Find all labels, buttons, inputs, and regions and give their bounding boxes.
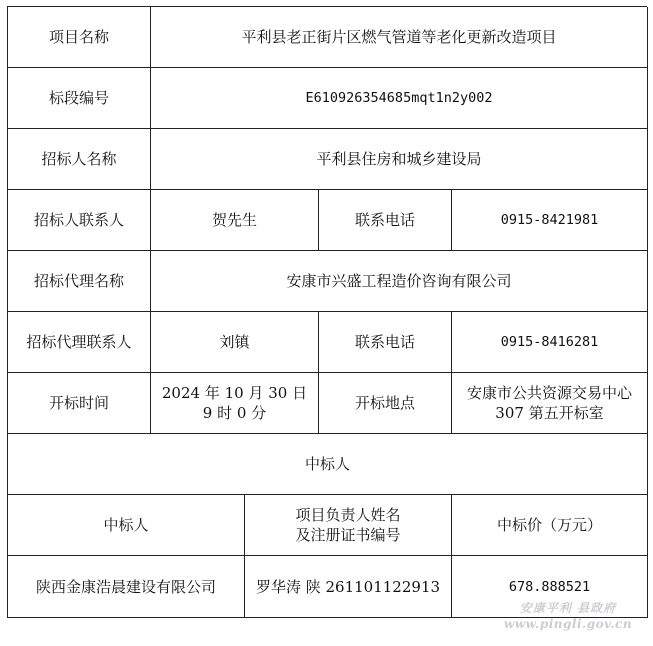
project-name-label: 项目名称 — [8, 7, 151, 68]
agency-label: 招标代理名称 — [8, 251, 151, 312]
opening-time-label: 开标时间 — [8, 373, 151, 434]
agency-contact-name: 刘镇 — [151, 312, 319, 373]
agency-contact-label: 招标代理联系人 — [8, 312, 151, 373]
site-watermark — [484, 600, 652, 636]
tender-info-table — [7, 6, 647, 618]
tenderer-contact-label: 招标人联系人 — [8, 190, 151, 251]
agency-phone-value: 0915-8416281 — [452, 312, 648, 373]
agency-value: 安康市兴盛工程造价咨询有限公司 — [151, 251, 648, 312]
agency-phone-label: 联系电话 — [319, 312, 452, 373]
price-value: 678.888521 — [452, 556, 648, 618]
manager-header-line2: 及注册证书编号 — [295, 526, 401, 544]
manager-header — [245, 495, 452, 556]
manager-header-line1: 项目负责人姓名 — [295, 506, 401, 524]
tenderer-phone-label: 联系电话 — [319, 190, 452, 251]
tenderer-label: 招标人名称 — [8, 129, 151, 190]
tenderer-value: 平利县住房和城乡建设局 — [151, 129, 648, 190]
opening-place-label: 开标地点 — [319, 373, 452, 434]
watermark-title: 安康平利 县政府 — [519, 601, 617, 615]
opening-place-line1: 安康市公共资源交易中心 — [466, 384, 632, 402]
manager-value: 罗华涛 陕 261101122913 — [245, 556, 452, 618]
winner-section-title: 中标人 — [8, 434, 648, 495]
opening-time-date: 2024 年 10 月 30 日 — [161, 384, 308, 402]
tenderer-contact-name: 贺先生 — [151, 190, 319, 251]
opening-place-line2: 307 第五开标室 — [495, 404, 604, 422]
section-no-label: 标段编号 — [8, 68, 151, 129]
winner-header: 中标人 — [8, 495, 245, 556]
tenderer-phone-value: 0915-8421981 — [452, 190, 648, 251]
opening-time-value — [151, 373, 319, 434]
section-no-value: E610926354685mqt1n2y002 — [151, 68, 648, 129]
watermark-url: www.pingli.gov.cn — [503, 617, 633, 631]
opening-time-hour: 9 时 0 分 — [202, 404, 267, 422]
opening-place-value — [452, 373, 648, 434]
winner-value: 陕西金康浩晨建设有限公司 — [8, 556, 245, 618]
project-name-value: 平利县老正街片区燃气管道等老化更新改造项目 — [151, 7, 648, 68]
price-header: 中标价（万元） — [452, 495, 648, 556]
